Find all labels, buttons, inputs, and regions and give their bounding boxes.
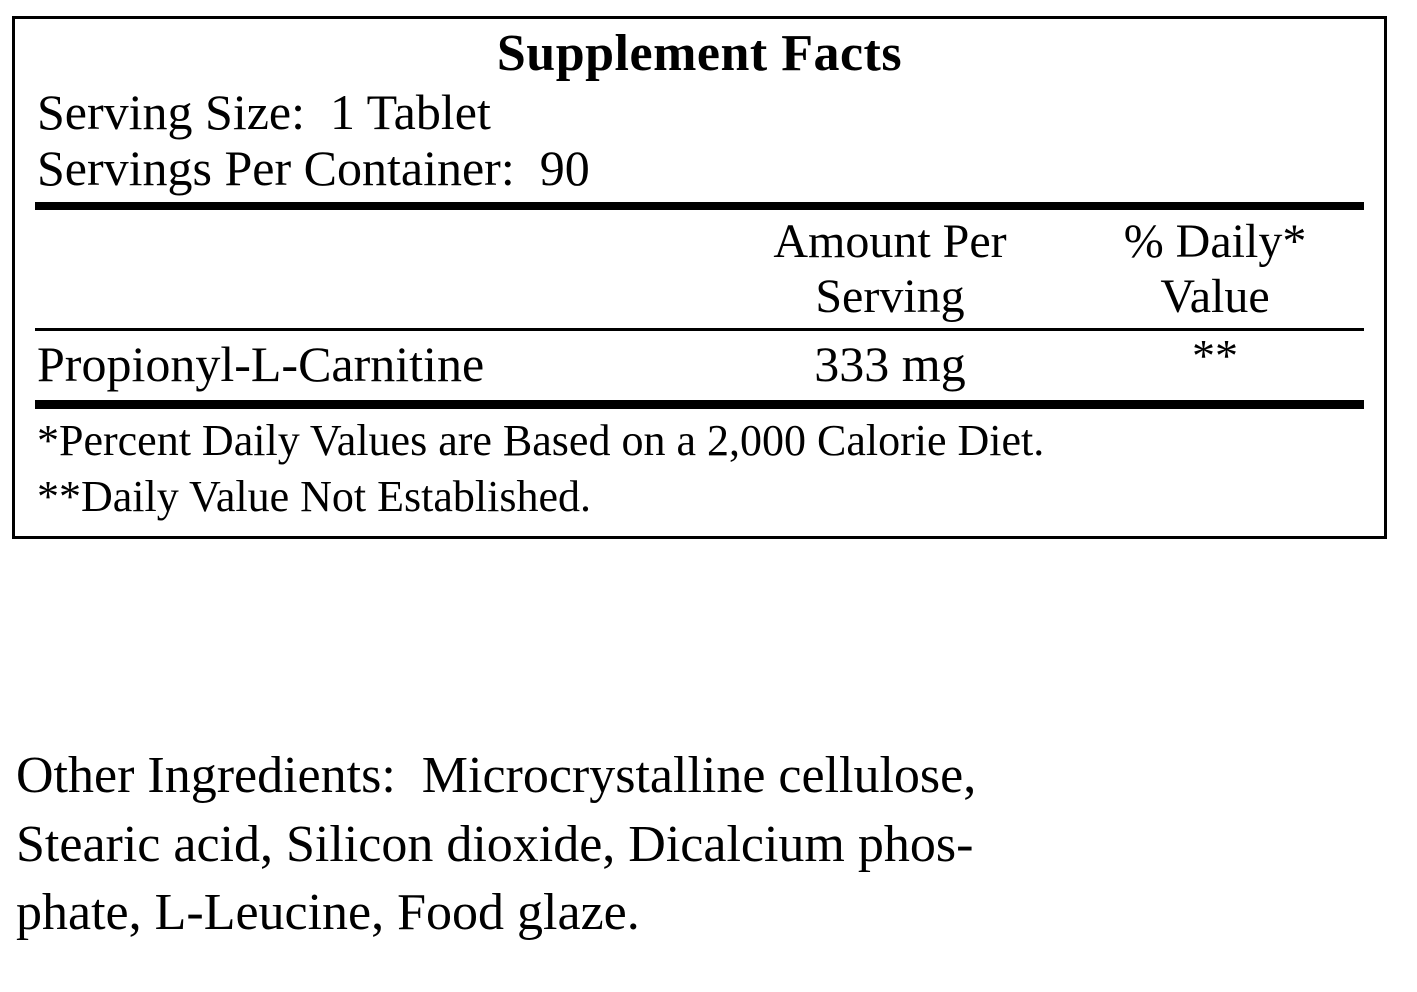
- other-ingredients-line-3: phate, L-Leucine, Food glaze.: [16, 884, 640, 942]
- daily-value-header-line2: Value: [1160, 269, 1270, 323]
- amount-per-serving-header-line2: Serving: [815, 269, 965, 323]
- other-ingredients-line-2: Stearic acid, Silicon dioxide, Dicalcium phos-: [16, 815, 974, 873]
- nutrient-amount: 333 mg: [814, 335, 966, 392]
- amount-per-serving-header-line1: Amount Per: [773, 214, 1007, 268]
- servings-per-container-line: Servings Per Container: 90: [37, 139, 590, 196]
- other-ingredients-line-1: Other Ingredients: Microcrystalline cellulose,: [16, 747, 977, 804]
- panel-title: Supplement Facts: [496, 25, 903, 82]
- nutrient-name: Propionyl-L-Carnitine: [37, 335, 485, 392]
- table-row: [15, 331, 1384, 394]
- daily-value-header-line1: % Daily*: [1123, 214, 1307, 268]
- column-header-row: [15, 210, 1384, 324]
- other-ingredients-block: [16, 742, 1401, 948]
- amount-per-serving-header: [710, 214, 1070, 324]
- daily-value-header: [1070, 214, 1360, 324]
- divider-thick-top: [35, 202, 1364, 210]
- footnote-percent-daily-values: *Percent Daily Values are Based on a 2,000 Calorie Diet.: [37, 415, 1045, 465]
- supplement-facts-panel: [12, 16, 1387, 539]
- divider-thick-bottom: [35, 400, 1364, 409]
- serving-size-line: Serving Size: 1 Tablet: [37, 83, 491, 140]
- nutrient-daily-value: **: [1192, 329, 1238, 381]
- footnote-daily-value-not-established: **Daily Value Not Established.: [37, 472, 591, 522]
